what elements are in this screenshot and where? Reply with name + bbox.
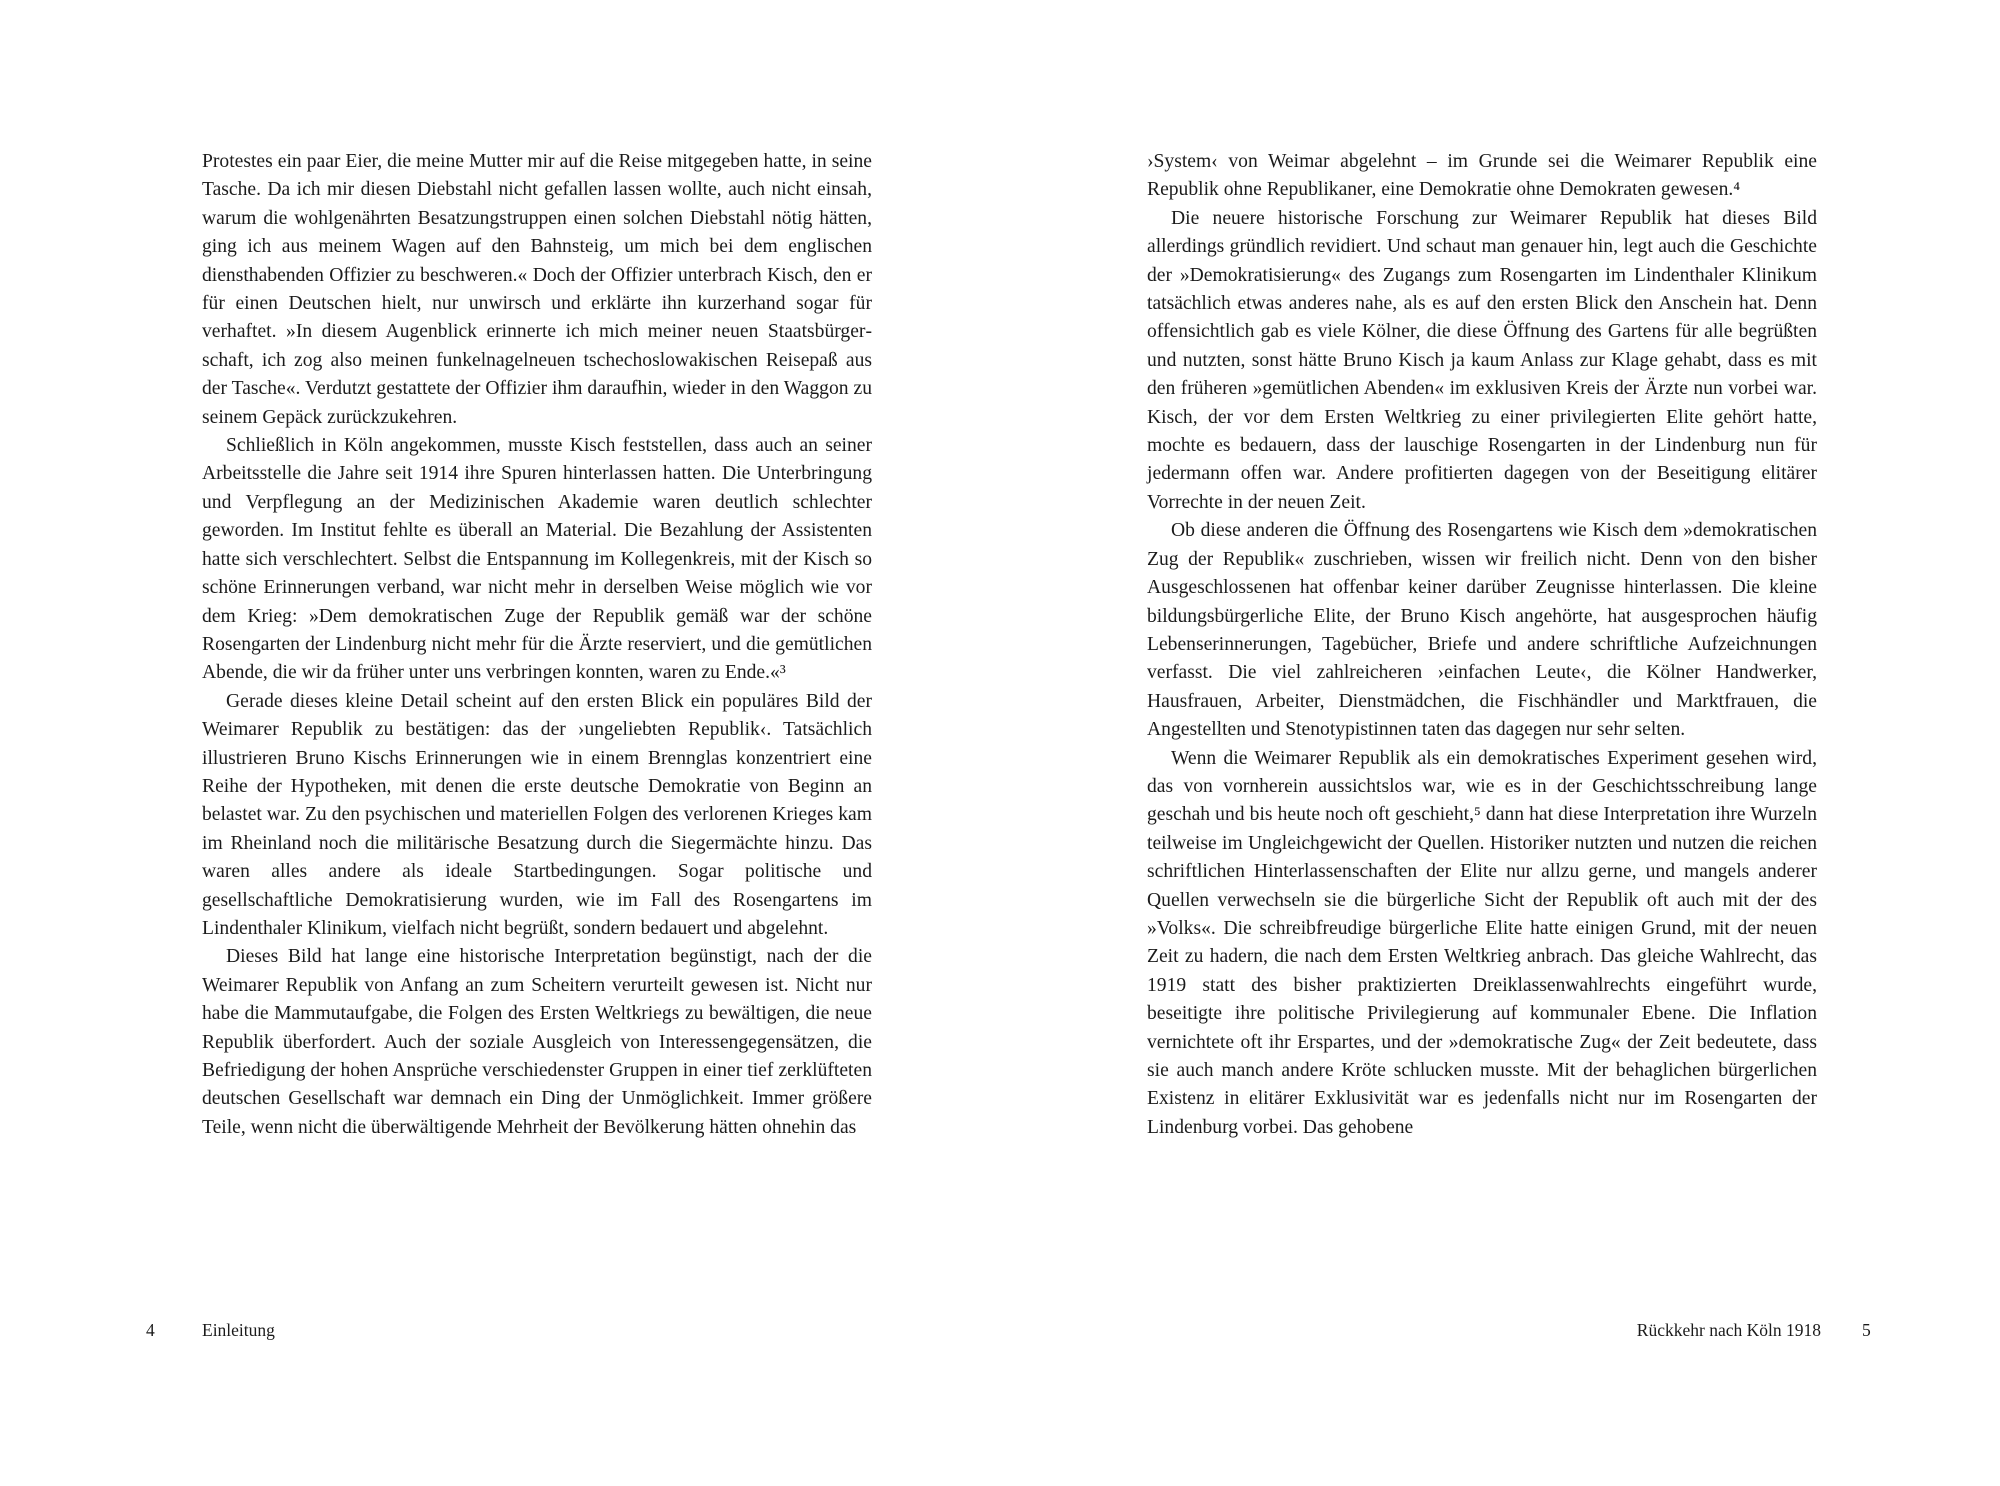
right-page (1000, 0, 2000, 1486)
left-page-number: 4 (146, 1320, 155, 1340)
right-paragraph-4: Wenn die Weimarer Republik als ein demokratisches Experiment gesehen wird, das von vornherein aussichtslos war, wie es in der Geschichtsschreibung lange geschah und bis heute noch oft geschieht,⁵ dann hat diese Interpretation ihre Wurzeln teilweise im Ungleichgewicht der Quellen. Historiker nutzten und nutzen die reichen schriftlichen Hinterlassenschaften der Elite nur allzu gerne, und mangels anderer Quellen verwechseln sie die bürgerliche Sicht der Republik oft auch mit der des »Volks«. Die schreibfreudige bürgerliche Elite hatte einigen Grund, mit der neuen Zeit zu hadern, die nach dem Ersten Weltkrieg anbrach. Das gleiche Wahlrecht, das 1919 statt des bisher praktizierten Dreiklassenwahlrechts eingeführt wurde, beseitigte ihre politische Privilegierung auf kommunaler Ebene. Die Inflation vernichtete oft ihr Erspartes, und der »demokratische Zug« der Zeit bedeutete, dass sie auch manch andere Kröte schlucken musste. Mit der behaglichen bürgerlichen Existenz in elitärer Exklusivität war es jedenfalls nicht nur im Rosengarten der Lindenburg vorbei. Das gehobene (1147, 747, 1817, 1138)
right-paragraph-3: Ob diese anderen die Öffnung des Rosengartens wie Kisch dem »demokratischen Zug der Republik« zuschrieben, wissen wir freilich nicht. Denn von den bisher Ausgeschlossenen hat offenbar keiner darüber Zeugnisse hinterlassen. Die kleine bildungsbürgerliche Elite, der Bruno Kisch angehörte, hat ausgesprochen häufig Lebenserinnerungen, Tagebücher, Briefe und andere schriftliche Aufzeichnungen verfasst. Die viel zahlreicheren ›einfachen Leute‹, die Kölner Handwerker, Hausfrauen, Arbeiter, Dienstmädchen, die Fischhändler und Marktfrauen, die Angestellten und Stenotypistinnen taten das dagegen nur sehr selten. (1147, 520, 1817, 741)
right-paragraph-1: ›System‹ von Weimar abgelehnt – im Grunde sei die Weimarer Republik eine Republik ohne Republikaner, eine Demokratie ohne Demokraten gewesen.⁴ (1147, 151, 1817, 201)
right-paragraph-2: Die neuere historische Forschung zur Weimarer Republik hat dieses Bild allerdings gründlich revidiert. Und schaut man genauer hin, legt auch die Geschichte der »Demokratisierung« des Zugangs zum Rosengarten im Lindenthaler Klinikum tatsächlich etwas anderes nahe, als es auf den ersten Blick den Anschein hat. Denn offensichtlich gab es viele Kölner, die diese Öffnung des Gartens für alle begrüßten und nutzten, sonst hätte Bruno Kisch ja kaum Anlass zur Klage gehabt, dass es mit den früheren »gemütlichen Abenden« im exklusiven Kreis der Ärzte nun vorbei war. Kisch, der vor dem Ersten Weltkrieg zu einer privilegierten Elite gehört hatte, mochte es bedauern, dass der lauschige Rosengarten in der Lindenburg nun für jedermann offen war. Andere profitierten dagegen von der Beseitigung elitärer Vorrechte in der neuen Zeit. (1147, 207, 1817, 513)
right-running-head: Rückkehr nach Köln 1918 (1636, 1320, 1821, 1340)
right-body-text (1147, 148, 1817, 1142)
left-running-head: Einleitung (202, 1320, 275, 1340)
left-paragraph-4: Dieses Bild hat lange eine historische Interpretation begünstigt, nach der die Weimarer Republik von Anfang an zum Scheitern verurteilt gewesen ist. Nicht nur habe die Mammutaufgabe, die Folgen des Ersten Weltkriegs zu bewältigen, die neue Republik überfordert. Auch der soziale Ausgleich von Interessengegensätzen, die Befriedigung der hohen Ansprüche verschiedenster Gruppen in einer tief zerklüfteten deutschen Gesellschaft war demnach ein Ding der Unmöglichkeit. Immer größere Teile, wenn nicht die überwältigende Mehrheit der Bevölkerung hätten ohnehin das (202, 946, 872, 1138)
left-paragraph-2: Schließlich in Köln angekommen, musste Kisch feststellen, dass auch an seiner Arbeitsstelle die Jahre seit 1914 ihre Spuren hinterlassen hatten. Die Unterbringung und Verpflegung an der Medizinischen Akademie waren deutlich schlechter geworden. Im Institut fehlte es überall an Material. Die Bezahlung der Assistenten hatte sich verschlechtert. Selbst die Entspannung im Kollegenkreis, mit der Kisch so schöne Erinnerungen verband, war nicht mehr in derselben Weise möglich wie vor dem Krieg: »Dem demokratischen Zuge der Republik gemäß war der schöne Rosengarten der Lindenburg nicht mehr für die Ärzte reserviert, und die gemütlichen Abende, die wir da früher unter uns verbringen konnten, waren zu Ende.«³ (202, 435, 872, 684)
right-page-number: 5 (1862, 1320, 1871, 1340)
left-body-text (202, 148, 872, 1142)
left-paragraph-1: Protestes ein paar Eier, die meine Mutter mir auf die Reise mitgegeben hatte, in seine Tasche. Da ich mir diesen Diebstahl nicht gefallen lassen wollte, auch nicht einsah, warum die wohlgenährten Besatzungstruppen einen solchen Diebstahl nötig hätten, ging ich aus meinem Wagen auf den Bahnsteig, um mich bei dem englischen diensthabenden Offizier zu beschweren.« Doch der Offizier unterbrach Kisch, den er für einen Deutschen hielt, nur unwirsch und erklärte ihn kurzerhand sogar für verhaftet. »In diesem Augenblick erinnerte ich mich meiner neuen Staatsbürgerschaft, ich zog also meinen funkelnagelneuen tschechoslowakischen Reisepaß aus der Tasche«. Verdutzt gestattete der Offizier ihm daraufhin, wieder in den Waggon zu seinem Gepäck zurückzukehren. (202, 151, 872, 428)
left-paragraph-3: Gerade dieses kleine Detail scheint auf den ersten Blick ein populäres Bild der Weimarer Republik zu bestätigen: das der ›ungeliebten Republik‹. Tatsächlich illustrieren Bruno Kischs Erinnerungen wie in einem Brennglas konzentriert eine Reihe der Hypotheken, mit denen die erste deutsche Demokratie von Beginn an belastet war. Zu den psychischen und materiellen Folgen des verlorenen Krieges kam im Rheinland noch die militärische Besatzung durch die Siegermächte hinzu. Das waren alles andere als ideale Startbedingungen. Sogar politische und gesellschaftliche Demokratisierung wurden, wie im Fall des Rosengartens im Lindenthaler Klinikum, vielfach nicht begrüßt, sondern bedauert und abgelehnt. (202, 690, 872, 939)
